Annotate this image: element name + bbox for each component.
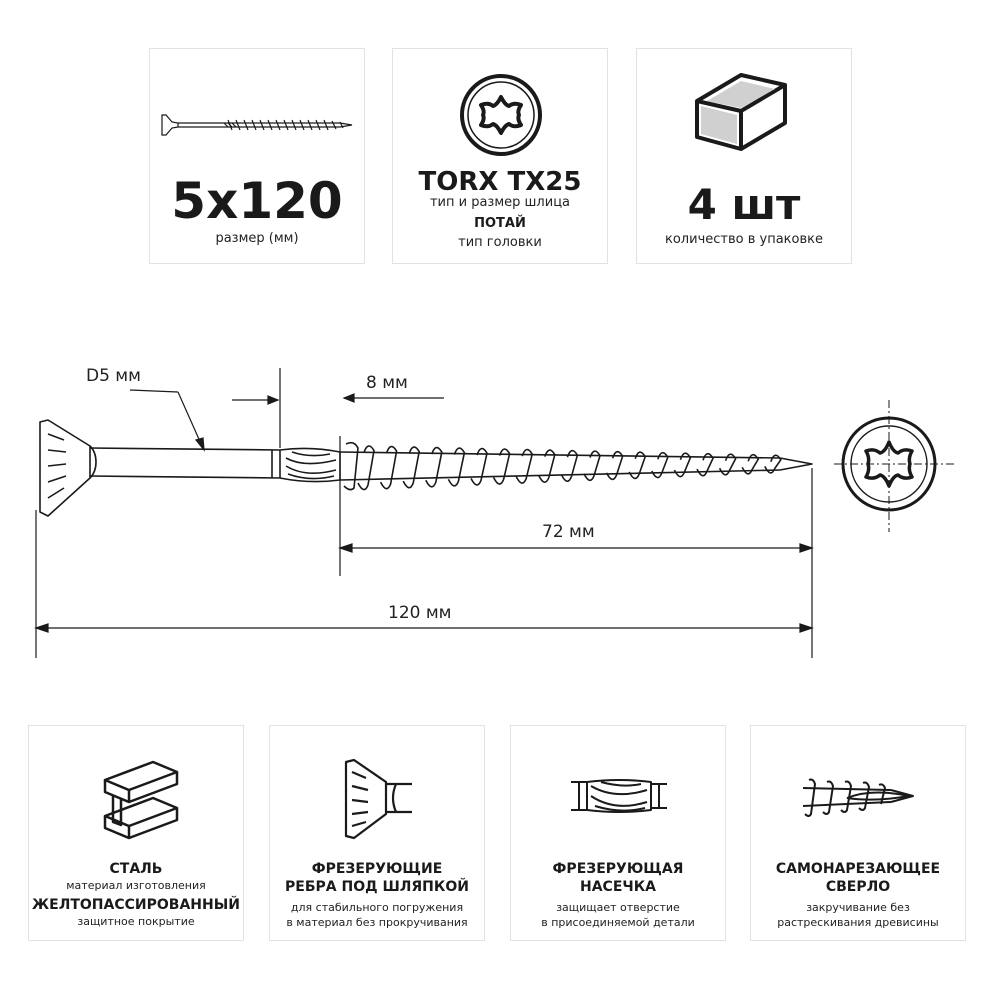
feature-steel [28, 725, 244, 941]
quantity-card [636, 48, 852, 264]
feature-drill-sub-2: растрескивания древисины [777, 916, 939, 929]
feature-ribs-sub-2: в материал без прокручивания [286, 916, 468, 929]
feature-knurl-title-1: ФРЕЗЕРУЮЩАЯ [552, 861, 684, 877]
quantity-value: 4 шт [687, 180, 801, 229]
feature-knurl-sub-1: защищает отверстие [556, 901, 680, 914]
total-length-label: 120 мм [388, 603, 452, 623]
size-value: 5x120 [171, 172, 343, 230]
feature-drill-title-2: СВЕРЛО [825, 879, 891, 895]
feature-ribs [269, 725, 485, 941]
diameter-label: D5 мм [86, 366, 141, 386]
feature-knurl [510, 725, 726, 941]
feature-steel-title: СТАЛЬ [109, 861, 163, 877]
size-label: размер (мм) [215, 231, 299, 246]
feature-steel-sub: материал изготовления [66, 879, 206, 892]
unthreaded-label: 8 мм [366, 373, 408, 393]
size-card [149, 48, 365, 264]
drive-label: тип и размер шлица [429, 195, 571, 210]
head-label: тип головки [458, 235, 542, 250]
drive-card [392, 48, 608, 264]
feature-knurl-sub-2: в присоединяемой детали [541, 916, 695, 929]
feature-ribs-sub-1: для стабильного погружения [290, 901, 464, 914]
feature-coating-sub: защитное покрытие [77, 915, 195, 928]
screw-drawing [0, 340, 1000, 670]
feature-drill-sub-1: закручивание без [806, 901, 910, 914]
head-value: ПОТАЙ [474, 216, 526, 231]
torx-icon [393, 49, 609, 265]
feature-drill-title-1: САМОНАРЕЗАЮЩЕЕ [775, 861, 941, 877]
feature-drill [750, 725, 966, 941]
quantity-label: количество в упаковке [665, 232, 823, 247]
feature-knurl-title-2: НАСЕЧКА [580, 879, 656, 895]
feature-ribs-title-2: РЕБРА ПОД ШЛЯПКОЙ [285, 879, 469, 895]
feature-coating-title: ЖЕЛТОПАССИРОВАННЫЙ [32, 897, 240, 913]
feature-ribs-title-1: ФРЕЗЕРУЮЩИЕ [311, 861, 443, 877]
drive-value: TORX TX25 [418, 167, 582, 197]
thread-length-label: 72 мм [542, 522, 595, 542]
